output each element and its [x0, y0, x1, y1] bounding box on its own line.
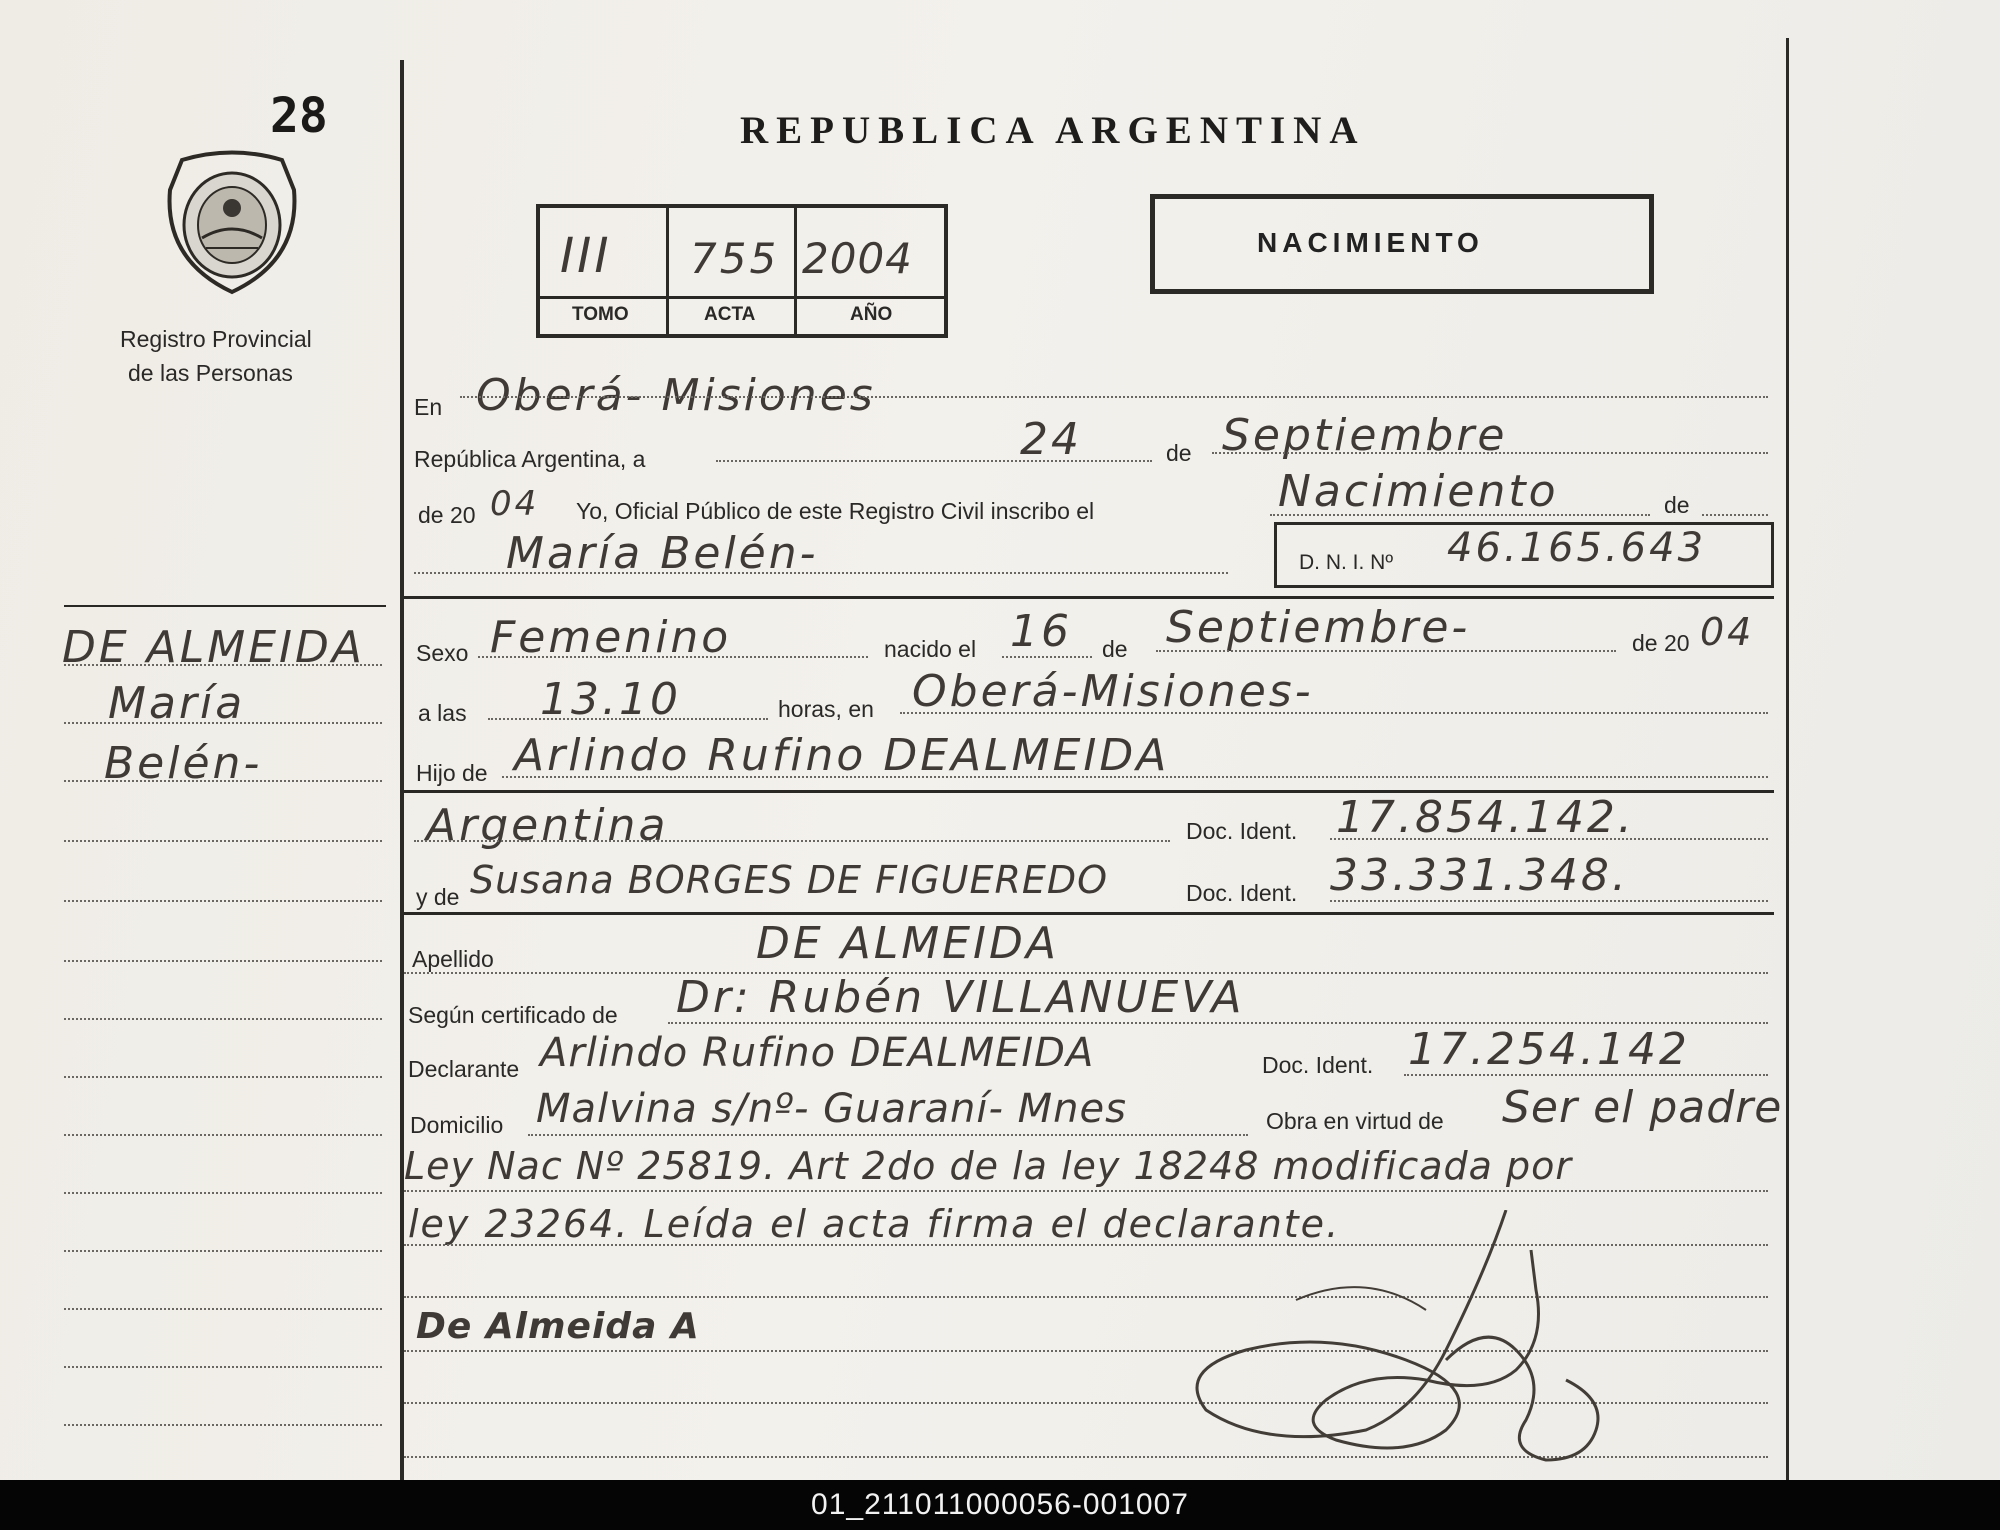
line: [1002, 656, 1092, 658]
acta-label: ACTA: [704, 304, 756, 325]
margin-line: [64, 1076, 382, 1078]
doctor: Dr: Rubén VILLANUEVA: [676, 972, 1245, 1023]
margin-line: [64, 900, 382, 902]
line: [1404, 1074, 1768, 1076]
de20-label: de 20: [418, 502, 476, 528]
margin-line: [64, 840, 382, 842]
segun-label: Según certificado de: [408, 1002, 618, 1028]
act-type: Nacimiento: [1278, 466, 1559, 517]
year-suffix: 04: [490, 484, 540, 524]
line: [1702, 514, 1768, 516]
mother-doc: 33.331.348.: [1330, 850, 1629, 901]
acta-value: 755: [690, 234, 780, 283]
line: [1330, 900, 1768, 902]
margin-name2: Belén-: [104, 738, 263, 789]
line: [460, 396, 1768, 398]
line: [502, 776, 1768, 778]
line: [1270, 514, 1650, 516]
country-title: REPUBLICA ARGENTINA: [740, 109, 1366, 152]
doc-label: Doc. Ident.: [1186, 818, 1298, 844]
father-nationality: Argentina: [426, 800, 669, 851]
place: Oberá- Misiones: [476, 370, 876, 421]
dni: 46.165.643: [1447, 525, 1707, 571]
line: [478, 656, 868, 658]
line: [404, 1190, 1768, 1192]
line: [1212, 452, 1768, 454]
dni-label: D. N. I. Nº: [1299, 551, 1394, 574]
birth-place: Oberá-Misiones-: [912, 666, 1314, 717]
line: [900, 712, 1768, 714]
registry-name-line1: Registro Provincial: [120, 326, 312, 352]
official-signature-icon: [1186, 1210, 1666, 1480]
line: [528, 1134, 1248, 1136]
horas-label: horas, en: [778, 696, 874, 722]
rep-label: República Argentina, a: [414, 446, 646, 472]
line: [716, 460, 1152, 462]
registry-name-line2: de las Personas: [128, 360, 293, 386]
birth-year: 04: [1700, 610, 1755, 654]
obra-label: Obra en virtud de: [1266, 1108, 1444, 1134]
right-border: [1786, 38, 1789, 1480]
ano-label: AÑO: [850, 304, 893, 325]
margin-top-rule: [64, 605, 386, 607]
margin-line: [64, 722, 382, 724]
province-emblem-icon: [162, 150, 302, 300]
tomo-value: III: [560, 228, 612, 284]
apellido: DE ALMEIDA: [756, 918, 1060, 969]
line: [1156, 650, 1616, 652]
nacido-label: nacido el: [884, 636, 977, 662]
dni-box: [1274, 522, 1774, 588]
mother: Susana BORGES DE FIGUEREDO: [470, 858, 1109, 902]
birth-day: 16: [1010, 606, 1072, 657]
line: [1330, 838, 1768, 840]
obra: Ser el padre: [1502, 1082, 1783, 1133]
domicilio: Malvina s/nº- Guaraní- Mnes: [536, 1086, 1127, 1132]
birth-month: Septiembre-: [1166, 602, 1471, 653]
margin-divider: [400, 60, 404, 1480]
de20-label2: de 20: [1632, 630, 1690, 656]
margin-line: [64, 1308, 382, 1310]
yde-label: y de: [416, 884, 460, 910]
doc-label3: Doc. Ident.: [1262, 1052, 1374, 1078]
doc-label2: Doc. Ident.: [1186, 880, 1298, 906]
page-number: 28: [270, 88, 328, 144]
child-name: María Belén-: [506, 528, 819, 579]
father-doc: 17.854.142.: [1336, 792, 1635, 843]
margin-surname: DE ALMEIDA: [62, 622, 366, 673]
margin-line: [64, 1018, 382, 1020]
margin-line: [64, 1366, 382, 1368]
observation-line2: ley 23264. Leída el acta firma el declarante.: [408, 1202, 1341, 1246]
line: [414, 840, 1170, 842]
de-label2: de: [1664, 492, 1690, 518]
ano-value: 2004: [802, 234, 913, 283]
time: 13.10: [540, 674, 681, 725]
de-label: de: [1166, 440, 1192, 466]
father: Arlindo Rufino DEALMEIDA: [514, 730, 1170, 781]
record-type: NACIMIENTO: [1257, 227, 1484, 258]
alas-label: a las: [418, 700, 467, 726]
de-label3: de: [1102, 636, 1128, 662]
sexo-label: Sexo: [416, 640, 469, 666]
domicilio-label: Domicilio: [410, 1112, 504, 1138]
day: 24: [1020, 414, 1082, 465]
declarante-label: Declarante: [408, 1056, 520, 1082]
en-label: En: [414, 394, 443, 420]
record-type-box: [1150, 194, 1654, 294]
margin-line: [64, 1134, 382, 1136]
declarant-signature: De Almeida A: [416, 1306, 700, 1347]
margin-line: [64, 960, 382, 962]
hijo-label: Hijo de: [416, 760, 488, 786]
tomo-label: TOMO: [572, 304, 629, 325]
margin-line: [64, 780, 382, 782]
footer-id: 01_211011000056-001007: [0, 1480, 2000, 1530]
observation-line1: Ley Nac Nº 25819. Art 2do de la ley 18248 modificada por: [404, 1144, 1572, 1188]
apellido-label: Apellido: [412, 946, 494, 972]
margin-name1: María: [108, 678, 246, 729]
line: [414, 572, 1228, 574]
declarante-doc: 17.254.142: [1408, 1024, 1690, 1075]
rule: [404, 912, 1774, 915]
yo-label: Yo, Oficial Público de este Registro Civil inscribo el: [576, 498, 1095, 524]
margin-line: [64, 1250, 382, 1252]
margin-line: [64, 1424, 382, 1426]
margin-line: [64, 1192, 382, 1194]
sexo: Femenino: [490, 612, 732, 663]
line: [488, 718, 768, 720]
declarante: Arlindo Rufino DEALMEIDA: [540, 1030, 1095, 1076]
rule: [404, 596, 1774, 599]
month: Septiembre: [1222, 410, 1508, 461]
record-box: [536, 204, 948, 338]
emblem-ring-text: [160, 300, 172, 301]
margin-line: [64, 664, 382, 666]
